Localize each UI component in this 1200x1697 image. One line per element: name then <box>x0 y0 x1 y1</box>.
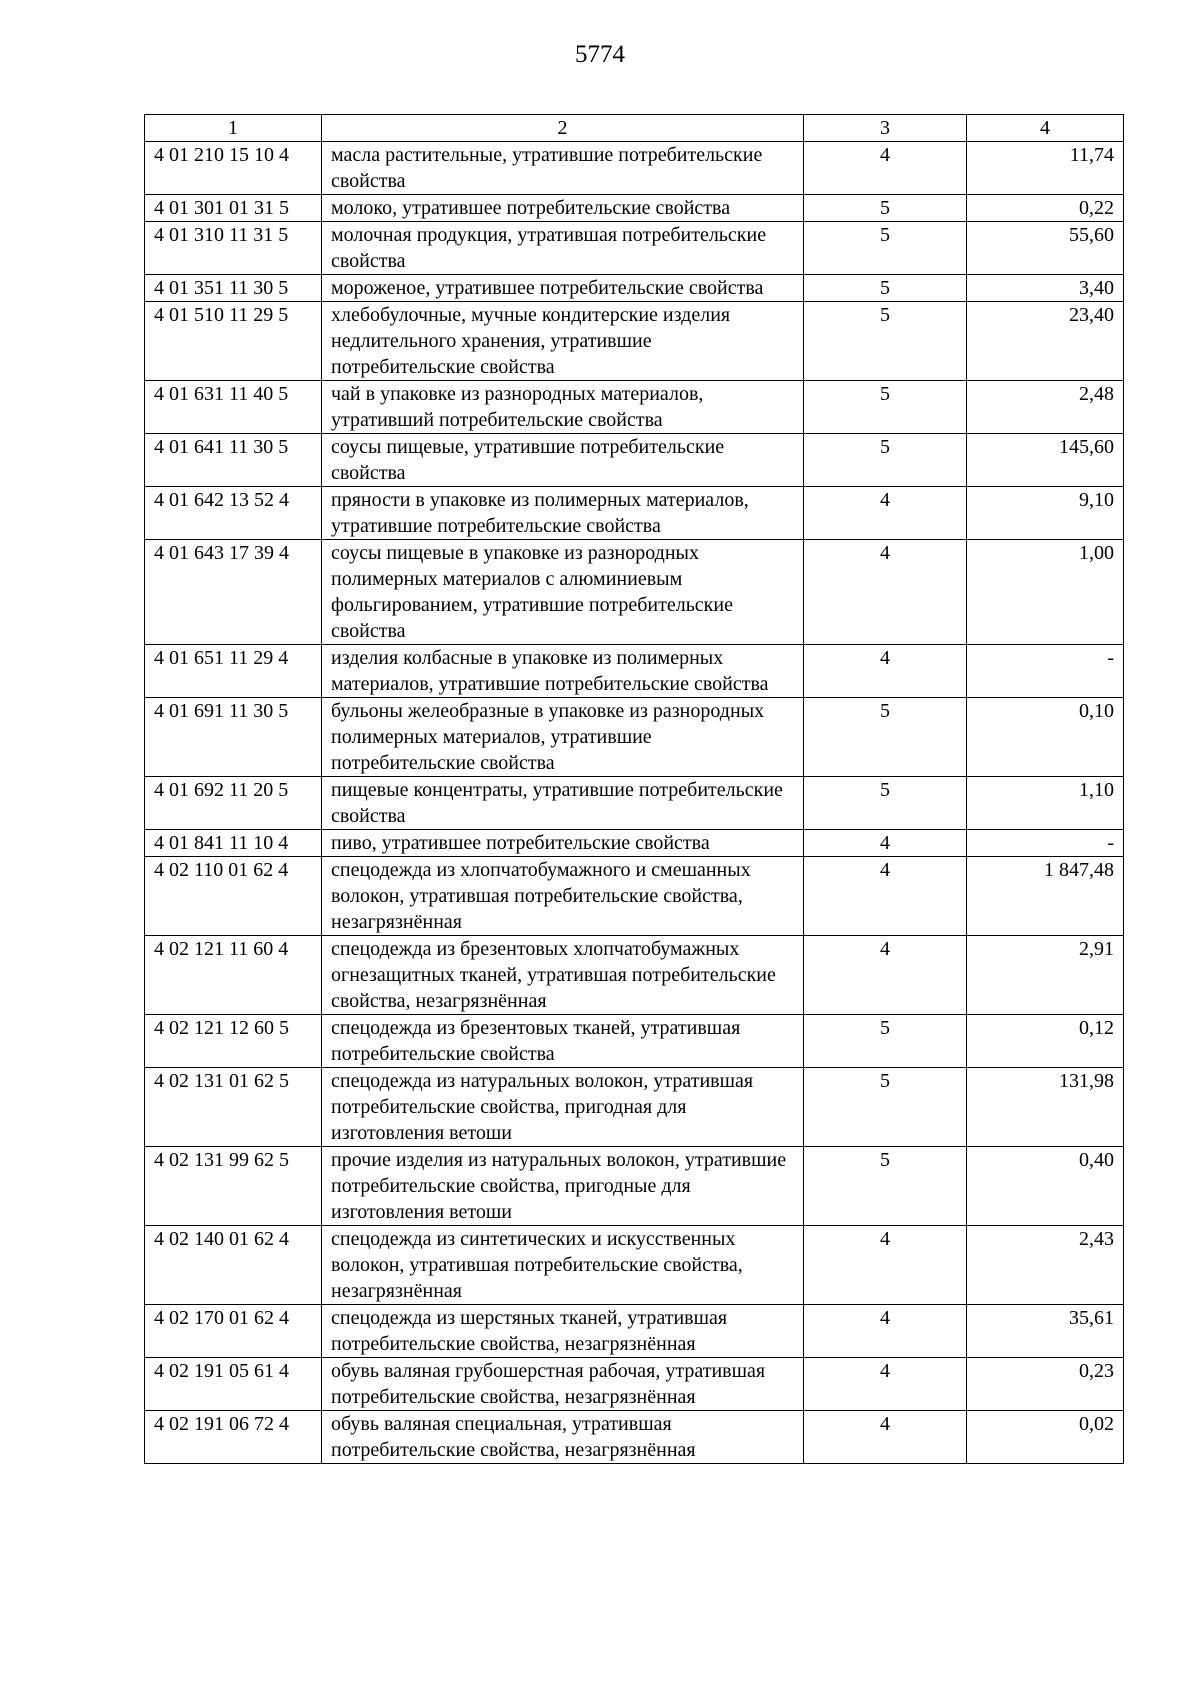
table-row <box>145 434 1124 487</box>
table-row <box>145 142 1124 195</box>
quantity-cell: 11,74 <box>967 142 1124 195</box>
table-row <box>145 1358 1124 1411</box>
hazard-class-cell: 5 <box>804 222 967 275</box>
table-row <box>145 698 1124 777</box>
quantity-cell: 2,91 <box>967 936 1124 1015</box>
header-cell-2: 2 <box>322 115 804 142</box>
hazard-class-cell: 5 <box>804 195 967 222</box>
table-row <box>145 487 1124 540</box>
hazard-class-cell: 4 <box>804 142 967 195</box>
waste-name-cell: изделия колбасные в упаковке из полимерных материалов, утратившие потребительские свойства <box>322 645 804 698</box>
waste-name-cell: спецодежда из хлопчатобумажного и смешанных волокон, утратившая потребительские свойства, незагрязнённая <box>322 857 804 936</box>
table-row <box>145 540 1124 645</box>
hazard-class-cell: 4 <box>804 857 967 936</box>
table-row <box>145 1226 1124 1305</box>
hazard-class-cell: 5 <box>804 1147 967 1226</box>
table-row <box>145 381 1124 434</box>
waste-code-cell: 4 02 191 06 72 4 <box>145 1411 322 1464</box>
hazard-class-cell: 5 <box>804 1015 967 1068</box>
waste-code-cell: 4 01 351 11 30 5 <box>145 275 322 302</box>
waste-name-cell: спецодежда из синтетических и искусственных волокон, утратившая потребительские свойства, незагрязнённая <box>322 1226 804 1305</box>
waste-code-cell: 4 01 641 11 30 5 <box>145 434 322 487</box>
hazard-class-cell: 4 <box>804 645 967 698</box>
waste-code-cell: 4 02 140 01 62 4 <box>145 1226 322 1305</box>
quantity-cell: - <box>967 645 1124 698</box>
table-row <box>145 936 1124 1015</box>
waste-name-cell: мороженое, утратившее потребительские свойства <box>322 275 804 302</box>
quantity-cell: 3,40 <box>967 275 1124 302</box>
quantity-cell: - <box>967 830 1124 857</box>
hazard-class-cell: 5 <box>804 1068 967 1147</box>
quantity-cell: 1,00 <box>967 540 1124 645</box>
waste-name-cell: соусы пищевые в упаковке из разнородных полимерных материалов с алюминиевым фольгированием, утратившие потребительские свойства <box>322 540 804 645</box>
waste-code-cell: 4 01 510 11 29 5 <box>145 302 322 381</box>
hazard-class-cell: 4 <box>804 1226 967 1305</box>
waste-code-cell: 4 01 651 11 29 4 <box>145 645 322 698</box>
quantity-cell: 0,02 <box>967 1411 1124 1464</box>
table-row <box>145 195 1124 222</box>
table-row <box>145 830 1124 857</box>
hazard-class-cell: 4 <box>804 1358 967 1411</box>
waste-code-cell: 4 01 210 15 10 4 <box>145 142 322 195</box>
hazard-class-cell: 4 <box>804 487 967 540</box>
waste-name-cell: обувь валяная специальная, утратившая потребительские свойства, незагрязнённая <box>322 1411 804 1464</box>
quantity-cell: 23,40 <box>967 302 1124 381</box>
waste-name-cell: масла растительные, утратившие потребительские свойства <box>322 142 804 195</box>
hazard-class-cell: 4 <box>804 936 967 1015</box>
waste-name-cell: бульоны желеобразные в упаковке из разнородных полимерных материалов, утратившие потребительские свойства <box>322 698 804 777</box>
waste-code-cell: 4 02 131 01 62 5 <box>145 1068 322 1147</box>
quantity-cell: 9,10 <box>967 487 1124 540</box>
waste-code-cell: 4 02 170 01 62 4 <box>145 1305 322 1358</box>
hazard-class-cell: 4 <box>804 540 967 645</box>
waste-name-cell: спецодежда из натуральных волокон, утратившая потребительские свойства, пригодная для изготовления ветоши <box>322 1068 804 1147</box>
hazard-class-cell: 4 <box>804 1411 967 1464</box>
quantity-cell: 0,22 <box>967 195 1124 222</box>
hazard-class-cell: 4 <box>804 1305 967 1358</box>
waste-name-cell: спецодежда из брезентовых хлопчатобумажных огнезащитных тканей, утратившая потребительские свойства, незагрязнённая <box>322 936 804 1015</box>
table-row <box>145 302 1124 381</box>
waste-name-cell: молоко, утратившее потребительские свойства <box>322 195 804 222</box>
table-row <box>145 222 1124 275</box>
quantity-cell: 0,10 <box>967 698 1124 777</box>
waste-name-cell: соусы пищевые, утратившие потребительские свойства <box>322 434 804 487</box>
waste-name-cell: пряности в упаковке из полимерных материалов, утратившие потребительские свойства <box>322 487 804 540</box>
waste-code-cell: 4 02 110 01 62 4 <box>145 857 322 936</box>
hazard-class-cell: 5 <box>804 777 967 830</box>
table-row <box>145 275 1124 302</box>
quantity-cell: 2,48 <box>967 381 1124 434</box>
waste-name-cell: спецодежда из шерстяных тканей, утратившая потребительские свойства, незагрязнённая <box>322 1305 804 1358</box>
table-row <box>145 1147 1124 1226</box>
waste-code-cell: 4 01 310 11 31 5 <box>145 222 322 275</box>
waste-code-cell: 4 01 691 11 30 5 <box>145 698 322 777</box>
waste-name-cell: обувь валяная грубошерстная рабочая, утратившая потребительские свойства, незагрязнённая <box>322 1358 804 1411</box>
quantity-cell: 0,23 <box>967 1358 1124 1411</box>
waste-table <box>144 114 1124 1464</box>
hazard-class-cell: 5 <box>804 275 967 302</box>
hazard-class-cell: 4 <box>804 830 967 857</box>
table-row <box>145 1411 1124 1464</box>
hazard-class-cell: 5 <box>804 698 967 777</box>
quantity-cell: 0,40 <box>967 1147 1124 1226</box>
quantity-cell: 35,61 <box>967 1305 1124 1358</box>
waste-code-cell: 4 01 643 17 39 4 <box>145 540 322 645</box>
waste-name-cell: молочная продукция, утратившая потребительские свойства <box>322 222 804 275</box>
header-cell-1: 1 <box>145 115 322 142</box>
waste-code-cell: 4 01 841 11 10 4 <box>145 830 322 857</box>
table-row <box>145 1068 1124 1147</box>
waste-name-cell: чай в упаковке из разнородных материалов, утративший потребительские свойства <box>322 381 804 434</box>
table-row <box>145 777 1124 830</box>
quantity-cell: 131,98 <box>967 1068 1124 1147</box>
quantity-cell: 2,43 <box>967 1226 1124 1305</box>
header-cell-3: 3 <box>804 115 967 142</box>
quantity-cell: 0,12 <box>967 1015 1124 1068</box>
waste-code-cell: 4 02 131 99 62 5 <box>145 1147 322 1226</box>
waste-code-cell: 4 01 301 01 31 5 <box>145 195 322 222</box>
waste-code-cell: 4 01 692 11 20 5 <box>145 777 322 830</box>
table-row <box>145 645 1124 698</box>
waste-code-cell: 4 01 631 11 40 5 <box>145 381 322 434</box>
waste-code-cell: 4 02 121 11 60 4 <box>145 936 322 1015</box>
quantity-cell: 1,10 <box>967 777 1124 830</box>
page-number: 5774 <box>575 41 625 68</box>
quantity-cell: 145,60 <box>967 434 1124 487</box>
header-row <box>145 115 1124 142</box>
table-row <box>145 1305 1124 1358</box>
table-row <box>145 857 1124 936</box>
waste-code-cell: 4 01 642 13 52 4 <box>145 487 322 540</box>
waste-name-cell: хлебобулочные, мучные кондитерские изделия недлительного хранения, утратившие потребительские свойства <box>322 302 804 381</box>
header-cell-4: 4 <box>967 115 1124 142</box>
hazard-class-cell: 5 <box>804 381 967 434</box>
hazard-class-cell: 5 <box>804 434 967 487</box>
waste-code-cell: 4 02 121 12 60 5 <box>145 1015 322 1068</box>
waste-name-cell: пиво, утратившее потребительские свойства <box>322 830 804 857</box>
quantity-cell: 1 847,48 <box>967 857 1124 936</box>
waste-name-cell: спецодежда из брезентовых тканей, утратившая потребительские свойства <box>322 1015 804 1068</box>
quantity-cell: 55,60 <box>967 222 1124 275</box>
table-row <box>145 1015 1124 1068</box>
waste-code-cell: 4 02 191 05 61 4 <box>145 1358 322 1411</box>
waste-name-cell: пищевые концентраты, утратившие потребительские свойства <box>322 777 804 830</box>
hazard-class-cell: 5 <box>804 302 967 381</box>
waste-name-cell: прочие изделия из натуральных волокон, утратившие потребительские свойства, пригодные для изготовления ветоши <box>322 1147 804 1226</box>
table-body <box>145 115 1124 1464</box>
